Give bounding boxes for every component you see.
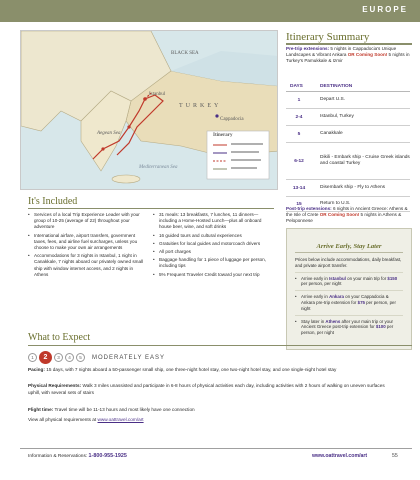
arrive-early-callout <box>286 228 412 350</box>
pre-trip-label: Pre-trip extensions: <box>286 46 330 51</box>
divider <box>28 208 274 209</box>
table-header <box>286 82 410 92</box>
section-label: EUROPE <box>362 5 408 14</box>
map-label-sea1: BLACK SEA <box>171 51 199 56</box>
bullet-icon: • <box>295 294 297 300</box>
pre-trip-text: 5 nights in Cappadocia's Unique Landscapes & Vibrant Ankara <box>286 46 397 57</box>
bullet-icon: • <box>153 240 155 246</box>
item-pre: Stay later in <box>301 318 326 324</box>
map-label-city2: Cappadocia <box>220 117 244 122</box>
physical-label: Physical Requirements: <box>28 383 82 388</box>
bullet-icon: • <box>153 257 155 263</box>
item-mid: on your Cappadocia & Ankara pre-trip extension for <box>301 294 389 305</box>
list-item-text: 5% Frequent Traveler Credit toward your next trip <box>159 271 260 277</box>
included-list-left <box>28 212 146 280</box>
pacing-label: Pacing: <box>28 367 45 372</box>
row-days: 15 <box>296 201 302 207</box>
list-item <box>153 249 275 255</box>
bullet-icon: • <box>153 232 155 238</box>
view-text: View all physical requirements at <box>28 417 98 422</box>
expect-title: What to Expect <box>28 332 91 343</box>
post-trip-label: Post-trip extensions: <box>286 206 332 211</box>
list-item-text: 31 meals: 13 breakfasts, 7 lunches, 11 dinners—including a Home-Hosted Lunch—plus all onboard house beer, wine, and soft drinks <box>159 212 262 230</box>
page-number: 55 <box>392 453 398 459</box>
included-title: It's Included <box>28 196 78 207</box>
bullet-icon: • <box>28 253 30 259</box>
list-item <box>153 212 275 231</box>
flight-time-paragraph <box>28 407 388 414</box>
itinerary-title: Itinerary Summary <box>286 31 370 43</box>
col-destination: DESTINATION <box>320 83 353 89</box>
bullet-icon: • <box>28 232 30 238</box>
level-label: MODERATELY EASY <box>92 354 166 361</box>
list-item <box>153 233 275 239</box>
post-trip-text: 6 nights in Ancient Greece: Athens & the Isle of Crete <box>286 206 408 217</box>
itinerary-table <box>286 82 410 212</box>
callout-item <box>295 272 403 288</box>
flight-text: Travel time will be 11-13 hours and most likely have one connection <box>53 407 195 412</box>
list-item <box>28 253 146 278</box>
list-item-text: All port charges <box>159 249 191 255</box>
list-item <box>153 257 275 269</box>
physical-requirements-paragraph <box>28 383 388 396</box>
level-3-icon: 3 <box>54 353 63 362</box>
callout-item <box>295 290 403 311</box>
bullet-icon: • <box>153 212 155 217</box>
row-destination: Disembark ship - Fly to Athens <box>320 185 386 191</box>
view-requirements-paragraph <box>28 417 388 424</box>
list-item-text: Accommodations for 3 nights in Istanbul, 1 night in Canakkale, 7 nights aboard our privately owned small ship with window internet access, and 2 nights in Athens <box>34 253 144 277</box>
bullet-icon: • <box>295 275 297 281</box>
row-days: 5 <box>297 131 301 137</box>
footer-divider <box>20 448 412 449</box>
footer-info <box>28 453 127 459</box>
flight-label: Flight time: <box>28 407 54 412</box>
post-trip-or: OR <box>319 212 327 217</box>
row-days: 2-4 <box>295 114 303 120</box>
level-5-icon: 5 <box>76 353 85 362</box>
pre-trip-coming-soon: Coming Soon! <box>355 52 388 57</box>
row-destination: Depart U.S. <box>320 97 346 103</box>
list-item-text: International airfare, airport transfers, government taxes, fees, and airline fuel surcharges, unless you choose to make your own air arrangements <box>34 232 138 251</box>
item-pre: Arrive early in <box>301 294 330 300</box>
list-item-text: Gratuities for local guides and motorcoach drivers <box>159 240 261 246</box>
row-days: 13-14 <box>292 185 306 191</box>
item-pre: Arrive early in <box>301 275 330 281</box>
item-post: per person, per night <box>301 281 342 287</box>
bullet-icon: • <box>295 318 297 324</box>
map-label-sea2: Aegean Sea <box>97 131 121 136</box>
route-map <box>20 30 278 190</box>
activity-level-indicator <box>28 351 165 364</box>
top-banner <box>0 0 420 22</box>
map-legend-title: Itinerary <box>213 133 233 138</box>
item-place: Ankara <box>329 294 344 300</box>
item-post: per person, per night <box>301 324 394 336</box>
list-item <box>28 212 146 231</box>
pacing-paragraph <box>28 367 388 374</box>
post-trip-coming-soon: Coming Soon! <box>327 212 360 217</box>
pre-trip-or: OR <box>347 52 355 57</box>
list-item-text: Baggage handling for 1 piece of luggage per person, including tips <box>159 257 267 269</box>
item-price: $100 <box>375 324 386 330</box>
physical-text: Walk 3 miles unassisted and participate in 6-8 hours of physical activities each day, including activities with 2 hours of walking on uneven surfaces uphill, with several sets of stairs <box>28 383 385 395</box>
level-2-icon: 2 <box>39 351 52 364</box>
map-label-country: TURKEY <box>179 103 222 109</box>
map-label-sea3: Mediterranean Sea <box>139 165 178 170</box>
row-destination: Canakkale <box>320 131 343 137</box>
row-days: 6-12 <box>294 158 304 164</box>
bullet-icon: • <box>28 212 30 217</box>
divider <box>295 252 403 253</box>
list-item-text: Services of a local Trip Experience Leader with your group of 10-25 (average of 22) throughout your adventure <box>34 212 140 230</box>
divider <box>28 345 412 346</box>
item-mid: on your main trip for <box>345 275 388 281</box>
included-list-right <box>153 212 275 280</box>
post-trip-tail: 5 nights in Athens & Peloponnese <box>286 212 402 223</box>
item-price: $75 <box>357 299 365 305</box>
footer-url[interactable]: www.oattravel.com/art <box>312 453 368 459</box>
item-price: $150 <box>387 275 398 281</box>
divider <box>286 43 412 45</box>
table-row <box>286 109 410 126</box>
pre-trip-tail: 5 nights in Turkey's Pamukkale & Izmir <box>286 52 410 63</box>
callout-note: Prices below include accommodations, daily breakfast, and private airport transfer. <box>295 257 402 268</box>
col-days: DAYS <box>290 84 303 89</box>
list-item <box>153 241 275 247</box>
row-destination: Istanbul, Turkey <box>320 114 354 120</box>
bullet-icon: • <box>153 271 155 277</box>
callout-title: Arrive Early, Stay Later <box>316 243 382 250</box>
row-destination: Dikili - Embark ship - Cruise Greek islands and coastal Turkey <box>320 155 410 166</box>
table-row <box>286 92 410 109</box>
level-1-icon: 1 <box>28 353 37 362</box>
list-item <box>28 233 146 252</box>
post-trip-extensions <box>286 206 410 224</box>
list-item-text: 16 guided tours and cultural experiences <box>159 232 242 238</box>
row-destination: Return to U.S. <box>320 201 351 207</box>
map-label-city1: Istanbul <box>149 92 166 97</box>
item-mid: after your main trip or your Ancient Greece post-trip extension for <box>301 318 394 330</box>
table-row <box>286 143 410 180</box>
table-row <box>286 126 410 143</box>
bullet-icon: • <box>153 249 155 255</box>
footer-phone[interactable]: 1-800-955-1925 <box>88 453 127 459</box>
item-post: per person, per night <box>301 299 396 311</box>
table-row <box>286 180 410 197</box>
list-item <box>153 272 275 278</box>
footer-info-label: Information & Reservations: <box>28 454 89 459</box>
row-days: 1 <box>297 97 301 103</box>
item-place: Istanbul <box>329 275 346 281</box>
pre-trip-extensions <box>286 46 410 64</box>
item-place: Athens <box>325 318 341 324</box>
level-4-icon: 4 <box>65 353 74 362</box>
requirements-link[interactable]: www.oattravel.com/art <box>97 417 144 422</box>
pacing-text: 15 days, with 7 nights aboard a 50-passenger small ship, one three-night hotel stay, one two-night hotel stay, and one single-night hotel stay <box>44 367 337 372</box>
callout-item <box>295 315 403 336</box>
